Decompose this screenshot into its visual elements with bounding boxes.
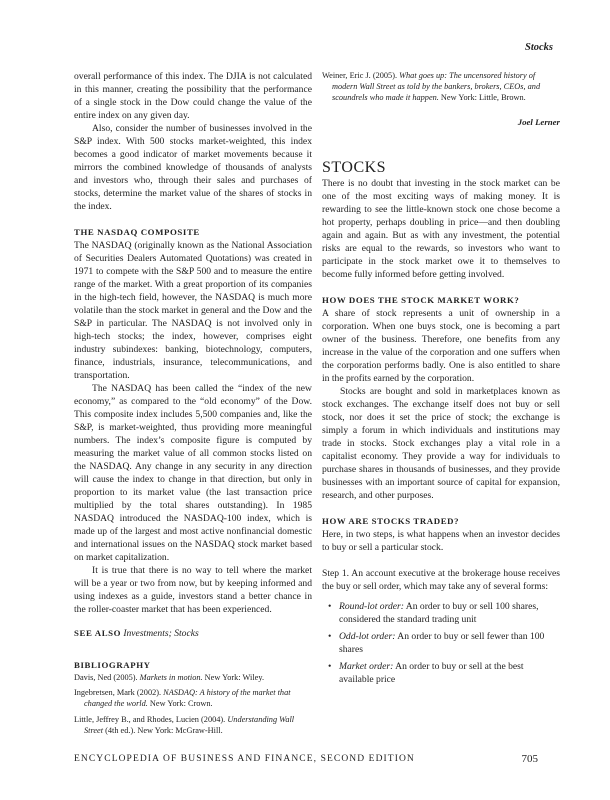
- page-number: 705: [521, 753, 538, 765]
- bibliography-entry: Weiner, Eric J. (2005). What goes up: The uncensored history of modern Wall Street as told by the bankers, brokers, CEOs, and scoundrels who made it happen. New York: Little, Brown.: [322, 71, 541, 103]
- article-title: STOCKS: [322, 158, 387, 176]
- author-name: Joel Lerner: [517, 116, 560, 127]
- step-paragraph: Step 1. An account executive at the brokerage house receives the buy or sell order, which may take any of several forms:: [322, 567, 560, 592]
- paragraph: overall performance of this index. The DJIA is not calculated in this manner, creating the possibility that the performance of a single stock in the Dow could change the value of the entire index on any given day.: [74, 71, 312, 121]
- list-item: • Odd-lot order: An order to buy or sell fewer than 100 shares: [339, 630, 560, 656]
- paragraph: Also, consider the number of businesses involved in the S&P index. With 500 stocks market-weighted, this index becomes a good indicator of market movements because it mirrors the combined knowledge of thousands of analysts and investors who, through their sales and purchases of stocks, determine the market value of the shares of stocks in the index.: [74, 123, 312, 212]
- paragraph: There is no doubt that investing in the stock market can be one of the most exciting ways of making money. It is rewarding to see the little-known stock one chose become a hot property, perhaps doubling in price—and then doubling again and again. But as with any investment, the potential risks are equal to the rewards, so investors who want to participate in the stock market owe it to themselves to become fully informed before getting involved.: [322, 177, 560, 280]
- see-also-links[interactable]: Investments; Stocks: [123, 628, 199, 639]
- list-item: • Market order: An order to buy or sell at the best available price: [339, 660, 560, 686]
- running-head: Stocks: [524, 42, 553, 53]
- see-also: [74, 627, 312, 640]
- paragraph: Here, in two steps, is what happens when an investor decides to buy or sell a particular stock.: [322, 528, 560, 553]
- bibliography-entry: Davis, Ned (2005). Markets in motion. New York: Wiley.: [74, 673, 265, 682]
- bibliography-entry: Little, Jeffrey B., and Rhodes, Lucien (2004). Understanding Wall Street (4th ed.). New York: McGraw-Hill.: [74, 714, 295, 735]
- list-item: • Round-lot order: An order to buy or sell 100 shares, considered the standard trading unit: [339, 600, 560, 626]
- paragraph: It is true that there is no way to tell where the market will be a year or two from now, but by keeping informed and using indexes as a guide, investors stand a better chance in the roller-coaster market that has been experienced.: [74, 565, 312, 615]
- paragraph: The NASDAQ (originally known as the National Association of Securities Dealers Automated Quotations) was created in 1971 to compete with the S&P 500 and to measure the entire range of the market. With a great proportion of its companies in the high-tech field, however, the NASDAQ is much more volatile than the stock market in general and the Dow and the S&P in particular. The NASDAQ is not involved only in high-tech stocks; the index, however, comprises eight industry subindexes: banking, biotechnology, computers, finance, industrials, insurance, telecommunications, and transportation.: [74, 240, 312, 381]
- see-also-label: SEE ALSO: [74, 628, 122, 638]
- left-column: [74, 70, 312, 736]
- footer-title: ENCYCLOPEDIA OF BUSINESS AND FINANCE, SECOND EDITION: [74, 754, 415, 764]
- section-heading-how-work: HOW DOES THE STOCK MARKET WORK?: [322, 294, 520, 305]
- step-label: Step 1.: [322, 567, 350, 579]
- bibliography-entry: Ingebretsen, Mark (2002). NASDAQ: A history of the market that changed the world. New York: Crown.: [74, 688, 291, 709]
- right-column: [322, 70, 560, 690]
- paragraph: A share of stock represents a unit of ownership in a corporation. When one buys stock, one is becoming a part owner of the business. Therefore, one benefits from any increase in the value of the corporation and one suffers when the corporation performs badly. One is also entitled to share in the profits earned by the corporation.: [322, 307, 560, 384]
- bibliography-heading: BIBLIOGRAPHY: [74, 660, 151, 670]
- paragraph: Stocks are bought and sold in marketplaces known as stock exchanges. The exchange itself does not buy or sell stock, nor does it set the price of stock; the exchange is simply a forum in which individuals and institutions may trade in stocks. Stock exchanges play a vital role in a capitalist economy. They provide a way for individuals to purchase shares in thousands of businesses, and they provide businesses with an important source of capital for expansion, research, and other purposes.: [322, 385, 560, 501]
- section-heading-how-traded: HOW ARE STOCKS TRADED?: [322, 515, 460, 526]
- paragraph: The NASDAQ has been called the “index of the new economy,” as compared to the “old economy” of the Dow. This composite index includes 5,500 companies and, like the S&P, is market-weighted, thus providing more meaningful numbers. The index’s composite figure is computed by measuring the market value of all common stocks listed on the NASDAQ. Any change in any security in any direction will cause the index to change in that direction, but only in proportion to its market value (the last transaction price multiplied by the total shares outstanding). In 1985 NASDAQ introduced the NASDAQ-100 index, which is made up of the largest and most active nonfinancial domestic and international issues on the NASDAQ stock market based on market capitalization.: [74, 383, 312, 563]
- section-heading-nasdaq: THE NASDAQ COMPOSITE: [74, 227, 200, 237]
- page-footer: [74, 754, 538, 764]
- order-list: [322, 600, 560, 686]
